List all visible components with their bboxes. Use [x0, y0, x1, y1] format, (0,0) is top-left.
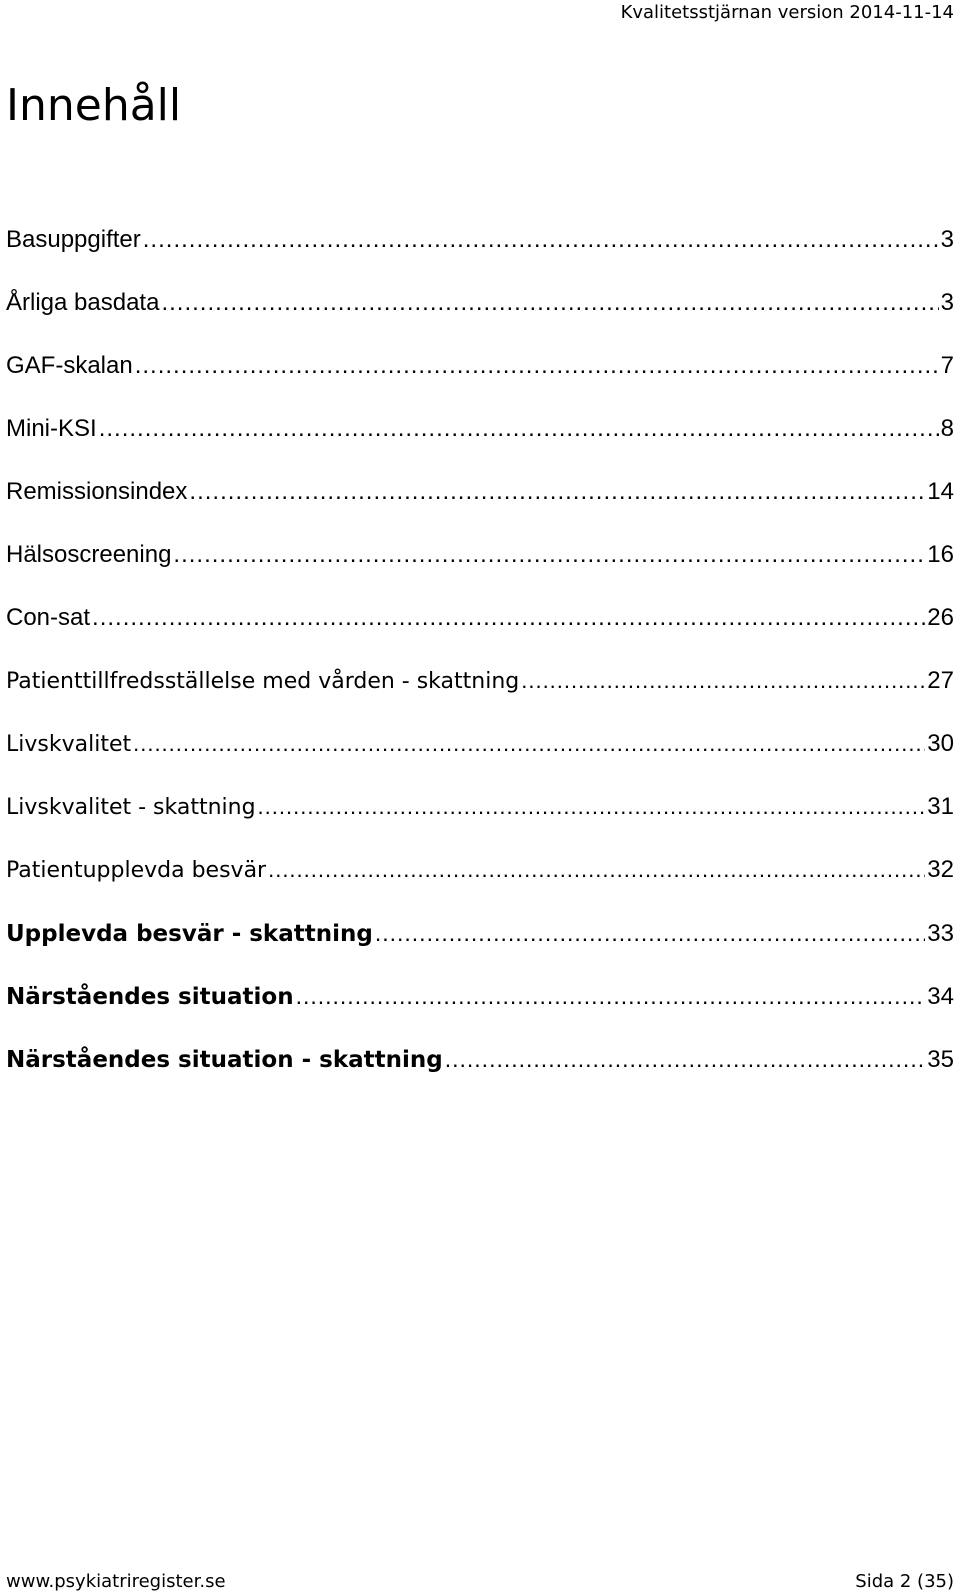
- toc-entry[interactable]: [6, 541, 954, 604]
- toc-entry-label: Patienttillfredsställelse med vården - skattning: [6, 669, 520, 694]
- toc-entry[interactable]: [6, 604, 954, 667]
- toc-dot-leader: [92, 604, 925, 632]
- toc-dot-leader: [268, 856, 925, 884]
- toc-entry-page-number: 34: [927, 983, 954, 1010]
- toc-entry-label: Närståendes situation: [6, 984, 294, 1010]
- toc-dot-leader: [161, 289, 938, 317]
- toc-entry-label: Närståendes situation - skattning: [6, 1047, 443, 1073]
- footer-website: www.psykiatriregister.se: [6, 1571, 226, 1592]
- toc-dot-leader: [173, 541, 925, 569]
- toc-entry[interactable]: [6, 352, 954, 415]
- toc-entry-page-number: 7: [940, 352, 954, 379]
- table-of-contents: [6, 226, 954, 1108]
- toc-entry[interactable]: [6, 289, 954, 352]
- toc-entry[interactable]: [6, 667, 954, 730]
- toc-entry[interactable]: [6, 856, 954, 919]
- toc-entry-label: Basuppgifter: [6, 226, 141, 253]
- toc-entry-label: Årliga basdata: [6, 289, 160, 316]
- toc-entry-label: Livskvalitet: [6, 732, 132, 757]
- document-version-header: Kvalitetsstjärnan version 2014-11-14: [620, 2, 954, 23]
- toc-dot-leader: [135, 352, 939, 380]
- toc-entry-label: Con-sat: [6, 604, 91, 631]
- toc-entry-page-number: 30: [927, 730, 954, 757]
- toc-entry-page-number: 3: [940, 289, 954, 316]
- toc-entry-label: Hälsoscreening: [6, 541, 172, 568]
- toc-dot-leader: [143, 226, 939, 254]
- toc-entry[interactable]: [6, 982, 954, 1045]
- toc-entry[interactable]: [6, 919, 954, 982]
- toc-entry[interactable]: [6, 1045, 954, 1108]
- toc-entry-page-number: 35: [927, 1046, 954, 1073]
- toc-dot-leader: [521, 667, 925, 695]
- toc-dot-leader: [445, 1045, 926, 1073]
- toc-entry-page-number: 26: [927, 604, 954, 631]
- toc-entry-label: Livskvalitet - skattning: [6, 795, 256, 820]
- toc-entry[interactable]: [6, 478, 954, 541]
- toc-entry[interactable]: [6, 226, 954, 289]
- toc-entry-label: Remissionsindex: [6, 478, 188, 505]
- toc-entry-page-number: 14: [927, 478, 954, 505]
- toc-dot-leader: [258, 793, 926, 821]
- toc-dot-leader: [189, 478, 925, 506]
- toc-entry[interactable]: [6, 730, 954, 793]
- toc-entry-label: GAF-skalan: [6, 352, 133, 379]
- toc-dot-leader: [296, 982, 926, 1010]
- toc-entry[interactable]: [6, 415, 954, 478]
- toc-entry-page-number: 32: [927, 856, 954, 883]
- footer-page-indicator: Sida 2 (35): [855, 1571, 954, 1592]
- toc-entry-page-number: 33: [927, 920, 954, 947]
- toc-dot-leader: [375, 919, 925, 947]
- toc-entry-page-number: 31: [927, 793, 954, 820]
- toc-entry-page-number: 27: [927, 667, 954, 694]
- toc-entry-label: Mini-KSI: [6, 415, 97, 442]
- toc-entry-page-number: 8: [940, 415, 954, 442]
- toc-dot-leader: [99, 415, 939, 443]
- toc-entry-page-number: 16: [927, 541, 954, 568]
- page-title: Innehåll: [6, 80, 182, 131]
- toc-entry-label: Upplevda besvär - skattning: [6, 921, 373, 947]
- toc-entry-page-number: 3: [940, 226, 954, 253]
- toc-entry-label: Patientupplevda besvär: [6, 858, 267, 883]
- toc-dot-leader: [133, 730, 925, 758]
- toc-entry[interactable]: [6, 793, 954, 856]
